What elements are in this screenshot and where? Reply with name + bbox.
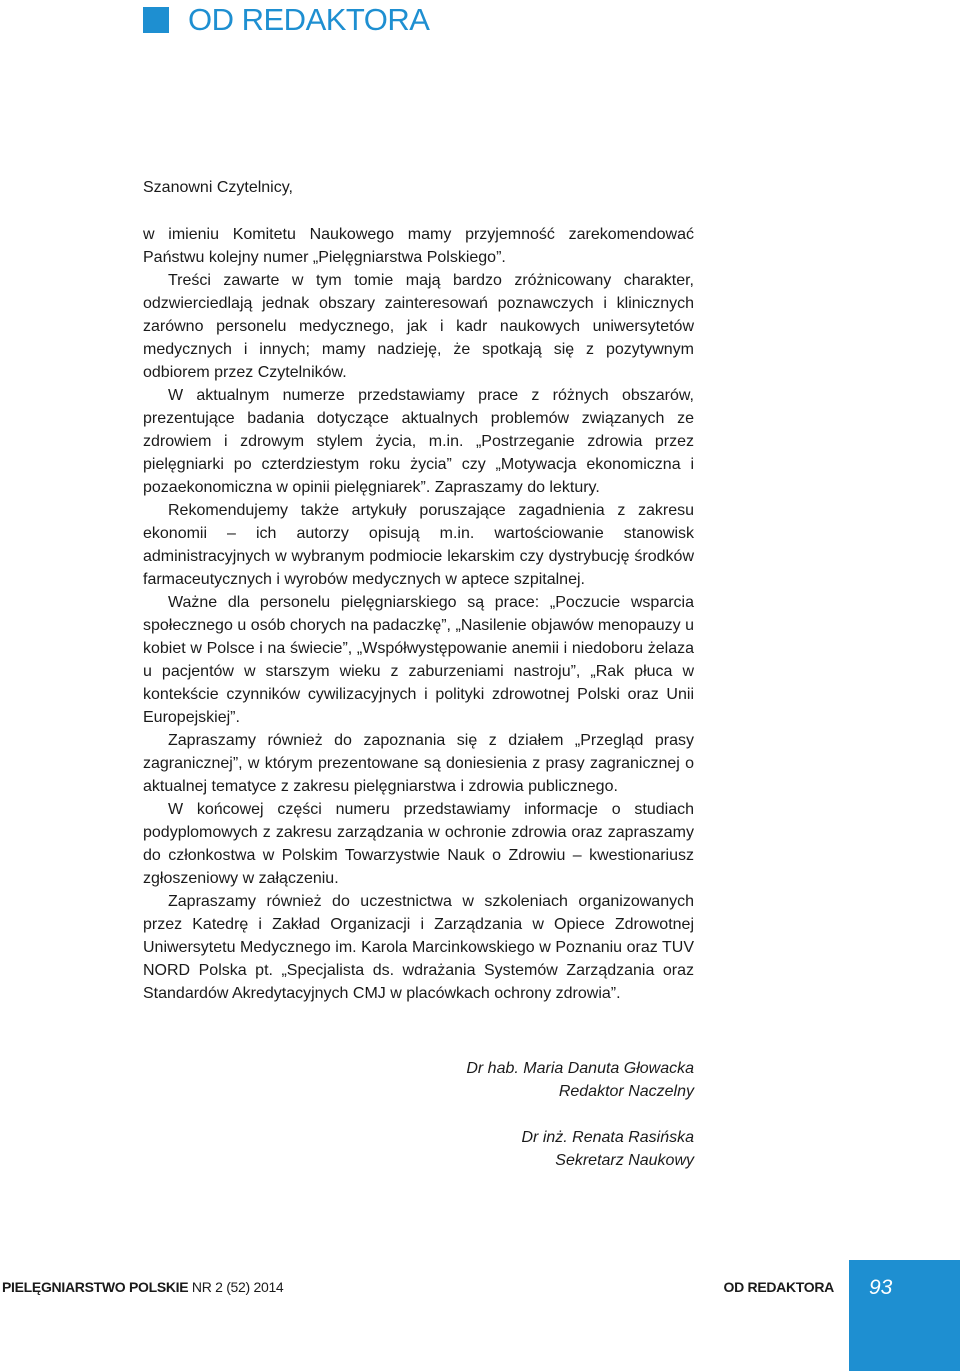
letter-paragraph: Treści zawarte w tym tomie mają bardzo zróżnicowany charakter, odzwierciedlają jednak obszary zainteresowań poznawczych i klinicznych zarówno personelu medycznego, jak i kadr naukowych uniwersytetów medycznych i innych; mamy nadzieję, że spotkają się z pozytywnym odbiorem przez Czytelników. xyxy=(143,272,694,381)
page-number-box xyxy=(849,1260,960,1371)
letter-paragraph: W końcowej części numeru przedstawiamy informacje o studiach podyplomowych z zakresu zarządzania w ochronie zdrowia oraz zapraszamy do członkostwa w Polskim Towarzystwie Nauk o Zdrowiu – kwestionariusz zgłoszeniowy w załączeniu. xyxy=(143,801,694,887)
letter-paragraph: W aktualnym numerze przedstawiamy prace z różnych obszarów, prezentujące badania dotyczące aktualnych problemów związanych ze zdrowiem i zdrowym stylem życia, m.in. „Postrzeganie zdrowia przez pielęgniarki po czterdziestym roku życia” czy „Motywacja ekonomiczna i pozaekonomiczna w opinii pielęgniarek”. Zapraszamy do lektury. xyxy=(143,387,694,496)
footer-journal-name: PIELĘGNIARSTWO POLSKIE xyxy=(2,1279,189,1295)
signature-editor-in-chief xyxy=(466,1057,694,1103)
signature-role: Sekretarz Naukowy xyxy=(555,1152,694,1169)
letter-paragraph: w imieniu Komitetu Naukowego mamy przyjemność zarekomendować Państwu kolejny numer „Pielęgniarstwa Polskiego”. xyxy=(143,226,694,266)
letter-body xyxy=(143,223,694,1005)
footer-section-name: OD REDAKTORA xyxy=(723,1279,834,1295)
signature-name: Dr hab. Maria Danuta Głowacka xyxy=(466,1060,694,1077)
letter-greeting: Szanowni Czytelnicy, xyxy=(143,179,293,196)
letter-paragraph: Ważne dla personelu pielęgniarskiego są prace: „Poczucie wsparcia społecznego u osób chorych na padaczkę”, „Nasilenie objawów menopauzy u kobiet w Polsce i na świecie”, „Współwystępowanie anemii i niedoboru żelaza u pacjentów w starszym wieku z zaburzeniami nastroju”, „Rak płuca w kontekście czynników cywilizacyjnych i polityki zdrowotnej Polski oraz Unii Europejskiej”. xyxy=(143,594,694,726)
signature-name: Dr inż. Renata Rasińska xyxy=(521,1129,694,1146)
footer-journal-issue: NR 2 (52) 2014 xyxy=(188,1279,284,1295)
page-number: 93 xyxy=(869,1276,893,1299)
letter-paragraph: Zapraszamy również do uczestnictwa w szkoleniach organizowanych przez Katedrę i Zakład Organizacji i Zarządzania w Opiece Zdrowotnej Uniwersytetu Medycznego im. Karola Marcinkowskiego w Poznaniu oraz TUV NORD Polska pt. „Specjalista ds. wdrażania Systemów Zarządzania oraz Standardów Akredytacyjnych CMJ w placówkach ochrony zdrowia”. xyxy=(143,893,694,1002)
signature-role: Redaktor Naczelny xyxy=(558,1083,694,1100)
header-accent-square xyxy=(143,7,169,33)
letter-paragraph: Zapraszamy również do zapoznania się z działem „Przegląd prasy zagranicznej”, w którym prezentowane są doniesienia z prasy zagranicznej o aktualnej tematyce z zakresu pielęgniarstwa i zdrowia publicznego. xyxy=(143,732,694,795)
signature-scientific-secretary xyxy=(521,1126,694,1172)
footer-journal-info xyxy=(2,1277,283,1297)
letter-paragraph: Rekomendujemy także artykuły poruszające zagadnienia z zakresu ekonomii – ich autorzy opisują m.in. wartościowanie stanowisk administracyjnych w wybranym podmiocie lekarskim czy dystrybucję środków farmaceutycznych i wyrobów medycznych w aptece szpitalnej. xyxy=(143,502,694,588)
page-title: OD REDAKTORA xyxy=(188,2,430,37)
